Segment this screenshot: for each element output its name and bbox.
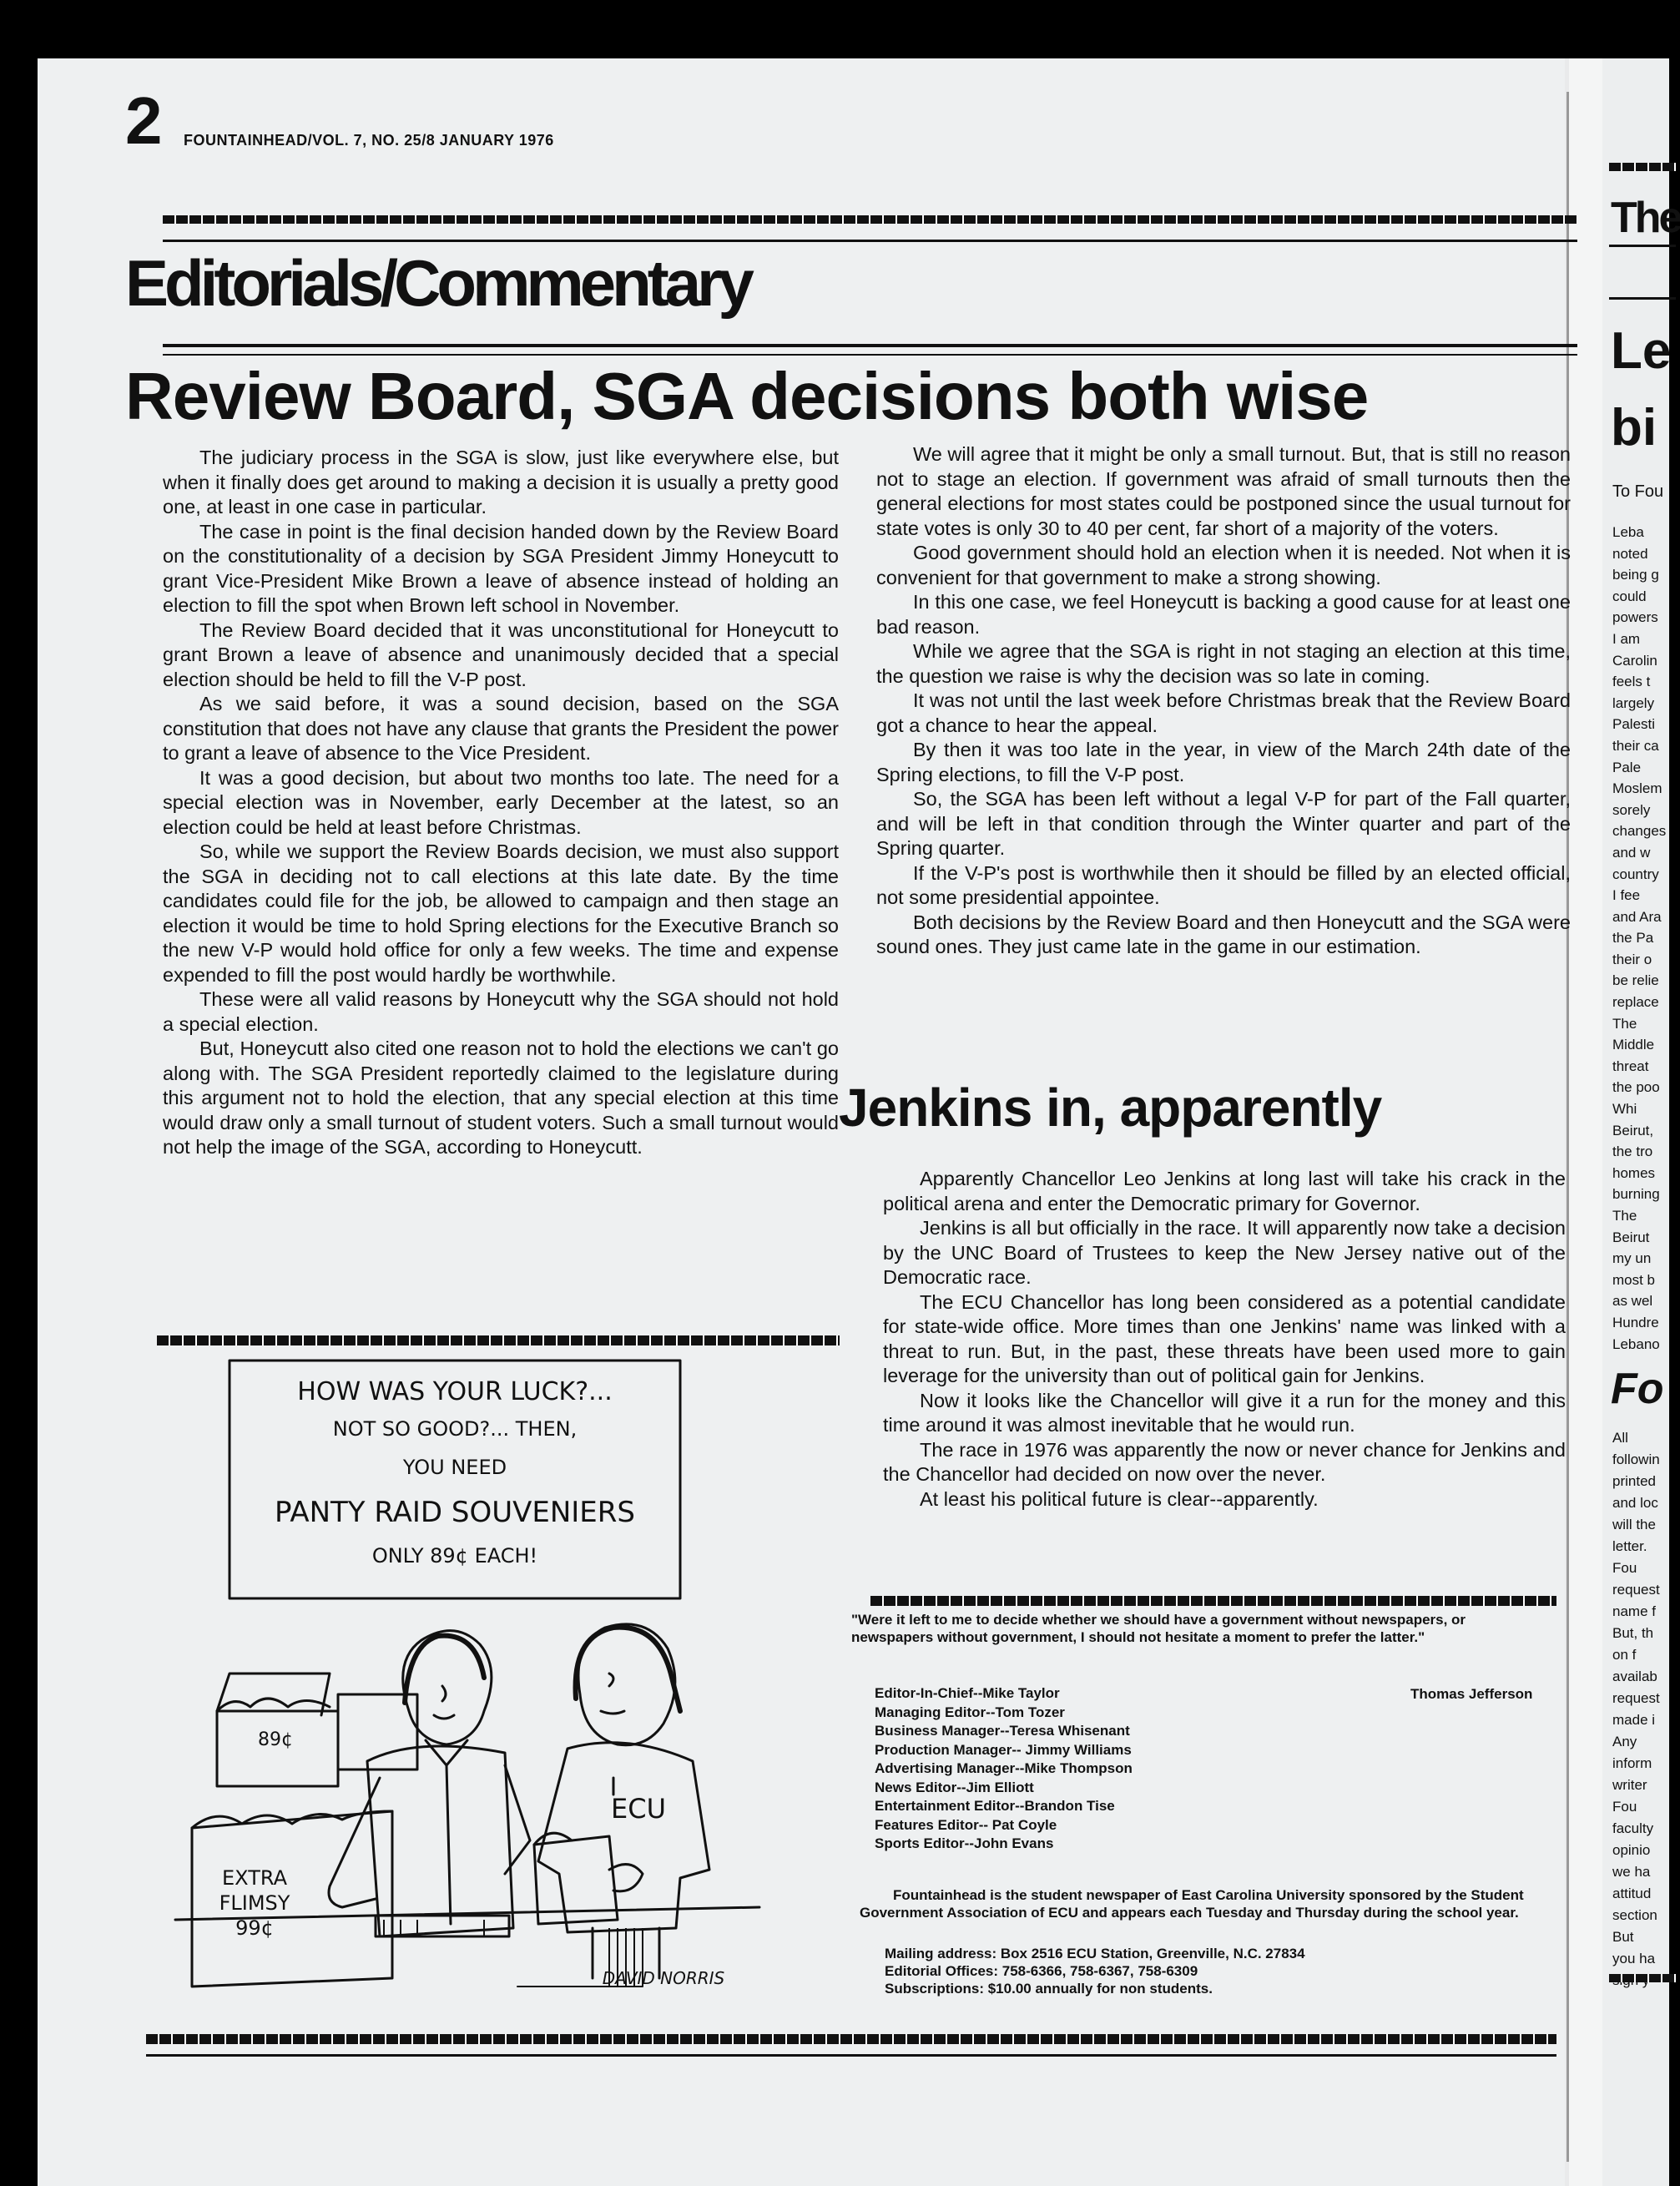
- fragment-line: section: [1612, 1907, 1657, 1923]
- fragment-line: Middle: [1612, 1037, 1655, 1053]
- staff-entry: News Editor--Jim Elliott: [875, 1779, 1034, 1795]
- main-headline: Review Board, SGA decisions both wise: [125, 359, 1369, 433]
- paragraph: In this one case, we feel Honeycutt is backing a good cause for at least one bad reason.: [876, 591, 1571, 638]
- fragment-line: their o: [1612, 951, 1652, 967]
- fragment-line: being g: [1612, 567, 1659, 583]
- about-text: Fountainhead is the student newspaper of East Carolina University sponsored by the Student Government Association of ECU and appears each Tuesday and Thursday during the school year.: [860, 1887, 1524, 1921]
- fragment-line: Beirut,: [1612, 1122, 1654, 1138]
- paragraph: So, while we support the Review Boards decision, we must also support the SGA in deciding not to call elections at this late date. By the time candidates could file for the job, be allowed to campaign and then stage an election it would be time to hold Spring elections for the Executive Branch so the new V-P would hold office for only a few weeks. The time and expense expended to fill the post would hardly be worthwhile.: [163, 841, 839, 986]
- fragment-line: Fou: [1612, 1560, 1637, 1576]
- fragment-line: on f: [1612, 1647, 1637, 1663]
- staff-entry: Entertainment Editor--Brandon Tise: [875, 1798, 1115, 1814]
- fragment-line: Moslem: [1612, 780, 1662, 797]
- paragraph: At least his political future is clear--apparently.: [920, 1487, 1319, 1510]
- paragraph: If the V-P's post is worthwhile then it should be filled by an elected official, not some presidential appointee.: [876, 861, 1571, 908]
- fragment-rule: [1609, 1974, 1676, 1982]
- fragment-line: Lebano: [1612, 1335, 1660, 1352]
- fragment-line: Fou: [1612, 1799, 1637, 1815]
- fragment-salutation: To Fou: [1612, 482, 1664, 501]
- bin-label-line: 99¢: [235, 1916, 274, 1940]
- box-price: 89¢: [258, 1729, 293, 1750]
- fragment-line: sorely: [1612, 801, 1651, 818]
- editorial-cartoon: [125, 1344, 818, 1995]
- masthead-about: [860, 1886, 1552, 1921]
- contact-line: Mailing address: Box 2516 ECU Station, Greenville, N.C. 27834: [885, 1946, 1305, 1961]
- contact-line: Subscriptions: $10.00 annually for non students.: [885, 1981, 1213, 1997]
- paragraph: The judiciary process in the SGA is slow, just like everywhere else, but when it finally does get around to making a decision it is usually a pretty good one, at least in one case in particular.: [163, 447, 839, 517]
- article1-right-column: [876, 442, 1571, 960]
- fragment-line: their ca: [1612, 737, 1659, 754]
- paragraph: Good government should hold an election when it is needed. Not when it is convenient for that government to make a strong showing.: [876, 542, 1571, 588]
- fragment-line: But, th: [1612, 1625, 1654, 1641]
- fragment-line: Hundre: [1612, 1314, 1659, 1330]
- page-number: 2: [125, 83, 163, 158]
- paragraph: Jenkins is all but officially in the race. It will apparently now take a decision by the UNC Board of Trustees to keep the New Jersey native out of the Democratic race.: [883, 1217, 1566, 1288]
- adjacent-page-fragment: [1586, 0, 1680, 2186]
- header-rule-thin: [163, 240, 1577, 242]
- paragraph: The ECU Chancellor has long been considered as a potential candidate for state-wide office. More times than one Jenkins' name was linked with a threat to run. But, in the past, these threats have been used more to gain leverage for the university than out of political gain for Jenkins.: [883, 1290, 1566, 1386]
- fragment-line: name f: [1612, 1603, 1656, 1619]
- bin-label: [200, 1865, 309, 1941]
- fragment-line: changes: [1612, 823, 1667, 840]
- article1-left-column: [163, 446, 839, 1160]
- section-title: Editorials/Commentary: [125, 246, 750, 320]
- fragment-line: and Ara: [1612, 908, 1662, 925]
- masthead-contact: [885, 1945, 1305, 1997]
- staff-entry: Production Manager-- Jimmy Williams: [875, 1741, 1132, 1758]
- masthead-rule: [870, 1596, 1556, 1606]
- paragraph: It was a good decision, but about two months too late. The need for a special election was in November, early December at the latest, so an election could be held at least before Christmas.: [163, 766, 839, 838]
- fragment-line: as wel: [1612, 1293, 1653, 1310]
- fragment-line: Beirut: [1612, 1229, 1650, 1245]
- fragment-line: Leba: [1612, 524, 1644, 540]
- paragraph: Now it looks like the Chancellor will give it a run for the money and this time around it was almost inevitable that he would run.: [883, 1389, 1566, 1436]
- fragment-line: printed: [1612, 1473, 1656, 1489]
- fragment-line: the Pa: [1612, 930, 1654, 947]
- staff-entry: Editor-In-Chief--Mike Taylor: [875, 1685, 1060, 1701]
- fragment-line: feels t: [1612, 674, 1651, 690]
- fragment-line: could: [1612, 588, 1647, 604]
- fragment-line: request: [1612, 1582, 1660, 1598]
- cartoon-sign-line: NOT SO GOOD?... THEN,: [332, 1417, 578, 1441]
- fragment-line: you ha: [1612, 1951, 1656, 1966]
- fragment-line: threat: [1612, 1058, 1649, 1074]
- fragment-line: I fee: [1612, 887, 1641, 904]
- fragment-line: The: [1612, 1015, 1637, 1032]
- paragraph: So, the SGA has been left without a legal V-P for part of the Fall quarter, and will be left in that condition through the Winter quarter and part of the Spring quarter.: [876, 788, 1571, 859]
- fragment-line: opinio: [1612, 1842, 1651, 1858]
- cartoon-sign-line: ONLY 89¢ EACH!: [371, 1544, 538, 1568]
- staff-entry: Features Editor-- Pat Coyle: [875, 1816, 1057, 1833]
- fragment-headline-line: Le: [1611, 322, 1672, 380]
- fragment-line: I am: [1612, 630, 1641, 647]
- fragment-line: Whi: [1612, 1101, 1637, 1118]
- article2-body: [883, 1167, 1566, 1512]
- fragment-title: The: [1611, 194, 1680, 242]
- bin-label-line: FLIMSY: [219, 1891, 290, 1915]
- fragment-line: Carolin: [1612, 652, 1657, 669]
- fragment-line: followin: [1612, 1451, 1660, 1467]
- shirt-text: ECU: [611, 1793, 666, 1825]
- section-rule-2: [163, 354, 1577, 356]
- fragment-line: letter.: [1612, 1538, 1647, 1554]
- section-rule: [163, 344, 1577, 347]
- fragment-line: Any: [1612, 1734, 1637, 1749]
- paragraph: Apparently Chancellor Leo Jenkins at long last will take his crack in the political arena and enter the Democratic primary for Governor.: [883, 1168, 1566, 1214]
- cartoon-sign-line: PANTY RAID SOUVENIERS: [274, 1496, 635, 1529]
- bottom-rule: [146, 2034, 1556, 2044]
- paragraph: The Review Board decided that it was unconstitutional for Honeycutt to grant Brown a leave of absence and unanimously decided that a special election should be held to fill the V-P post.: [163, 618, 839, 690]
- fragment-line: attitud: [1612, 1886, 1652, 1901]
- fragment-line: made i: [1612, 1712, 1656, 1728]
- paragraph: By then it was too late in the year, in view of the March 24th date of the Spring elections, to fill the V-P post.: [876, 739, 1571, 785]
- fragment-line: But: [1612, 1929, 1634, 1945]
- fragment-line: most b: [1612, 1271, 1656, 1288]
- paragraph: The case in point is the final decision handed down by the Review Board on the constitutionality of a decision by SGA President Jimmy Honeycutt to grant Vice-President Mike Brown a leave of absence instead of holding an election to fill the spot when Brown left school in November.: [163, 520, 839, 616]
- fragment-line: The: [1612, 1208, 1637, 1224]
- fragment-line: replace: [1612, 994, 1659, 1011]
- paragraph: These were all valid reasons by Honeycutt why the SGA should not hold a special election.: [163, 988, 839, 1035]
- cartoon-artist: DAVID NORRIS: [602, 1968, 725, 1988]
- staff-entry: Business Manager--Teresa Whisenant: [875, 1723, 1130, 1739]
- staff-entry: Managing Editor--Tom Tozer: [875, 1704, 1065, 1720]
- fragment-line: my un: [1612, 1250, 1652, 1267]
- fragment-line: Pale: [1612, 759, 1642, 775]
- fragment-line: will the: [1612, 1517, 1656, 1532]
- masthead-quote: "Were it left to me to decide whether we should have a government without newspapers, or newspapers without government, I should not hesitate a moment to prefer the latter.": [851, 1612, 1466, 1645]
- fragment-line: the poo: [1612, 1079, 1660, 1096]
- bottom-rule-thin: [146, 2054, 1556, 2057]
- paragraph: As we said before, it was a sound decision, based on the SGA constitution that does not have any clause that grants the President the power to grant a leave of absence to the Vice President.: [163, 693, 839, 764]
- fragment-column-2: [1612, 1427, 1660, 1992]
- paragraph: The race in 1976 was apparently the now or never chance for Jenkins and the Chancellor had decided on now over the never.: [883, 1438, 1566, 1485]
- fragment-line: largely: [1612, 694, 1655, 711]
- fragment-line: and w: [1612, 844, 1651, 861]
- cartoon-sign-line: HOW WAS YOUR LUCK?...: [297, 1377, 613, 1406]
- fragment-line: and loc: [1612, 1495, 1658, 1511]
- fragment-line: availab: [1612, 1669, 1657, 1684]
- paragraph: It was not until the last week before Christmas break that the Review Board got a chance to hear the appeal.: [876, 689, 1571, 736]
- fragment-line: inform: [1612, 1755, 1652, 1771]
- contact-line: Editorial Offices: 758-6366, 758-6367, 758-6309: [885, 1963, 1198, 1979]
- fragment-line: noted: [1612, 545, 1648, 562]
- cartoon-sign-line: YOU NEED: [402, 1456, 507, 1479]
- bin-label-line: EXTRA: [222, 1866, 287, 1890]
- fragment-line: request: [1612, 1690, 1660, 1706]
- fragment-line: Palesti: [1612, 716, 1656, 733]
- fragment-rule: [1609, 163, 1676, 171]
- fragment-headline-line: bi: [1611, 399, 1657, 457]
- paragraph: While we agree that the SGA is right in not staging an election at this time, the question we raise is why the decision was so late in coming.: [876, 640, 1571, 687]
- staff-list: [875, 1684, 1133, 1854]
- fragment-line: the tro: [1612, 1143, 1653, 1160]
- paragraph: Both decisions by the Review Board and then Honeycutt and the SGA were sound ones. They just came late in the game in our estimation.: [876, 911, 1571, 957]
- fragment-section-head: Fo: [1611, 1365, 1664, 1413]
- fragment-line: powers: [1612, 609, 1658, 626]
- quote-attribution: Thomas Jefferson: [1410, 1686, 1533, 1702]
- staff-entry: Sports Editor--John Evans: [875, 1835, 1054, 1851]
- folio-line: FOUNTAINHEAD/VOL. 7, NO. 25/8 JANUARY 1976: [184, 132, 554, 149]
- fragment-line: we ha: [1612, 1864, 1651, 1880]
- fragment-line: be relie: [1612, 972, 1659, 989]
- fragment-line: homes: [1612, 1164, 1656, 1181]
- fragment-line: country: [1612, 866, 1659, 882]
- jenkins-headline: Jenkins in, apparently: [839, 1078, 1382, 1138]
- header-rule: [163, 215, 1577, 224]
- fragment-line: All: [1612, 1430, 1628, 1446]
- fragment-line: writer: [1612, 1777, 1647, 1793]
- fragment-rule-thin: [1609, 245, 1676, 247]
- staff-entry: Advertising Manager--Mike Thompson: [875, 1760, 1133, 1776]
- fragment-line: burning: [1612, 1186, 1660, 1203]
- fragment-rule-thin: [1609, 297, 1676, 300]
- paragraph: But, Honeycutt also cited one reason not to hold the elections we can't go along with. The SGA President reportedly claimed to the legislature during this argument not to hold the election, that any special election at this time would draw only a small turnout of student voters. Such a small turnout would not help the image of the SGA, according to Honeycutt.: [163, 1037, 839, 1158]
- fragment-column-1: [1612, 522, 1666, 1355]
- fragment-line: faculty: [1612, 1820, 1654, 1836]
- paragraph: We will agree that it might be only a small turnout. But, that is still no reason not to stage an election. If government was afraid of small turnouts then the general elections for most states could be postponed since the usual turnout for state votes is only 30 to 40 per cent, far short of a majority of the voters.: [876, 443, 1571, 539]
